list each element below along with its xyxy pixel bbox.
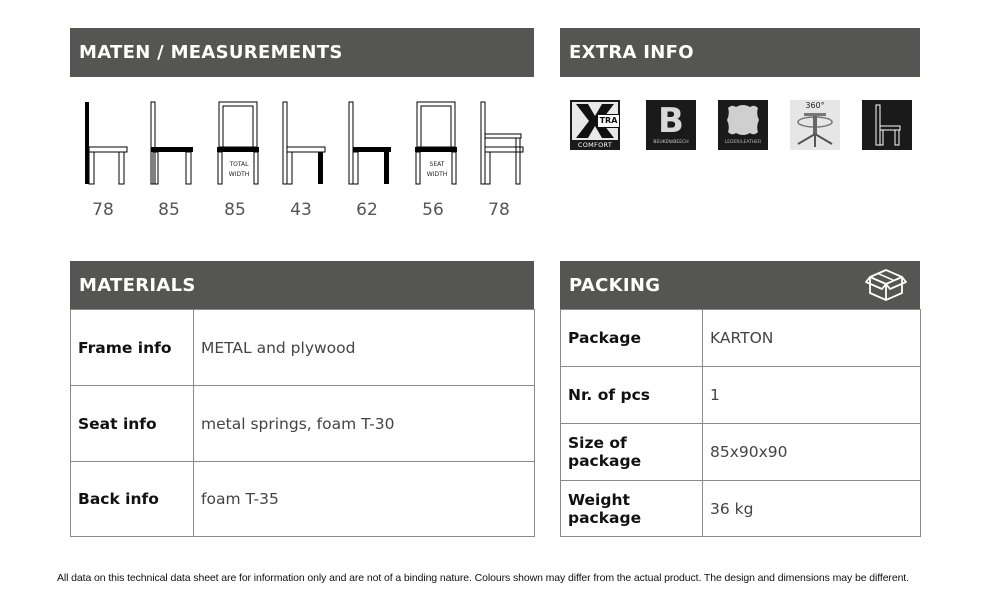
measurements-header bbox=[70, 28, 534, 77]
materials-table bbox=[70, 309, 535, 537]
measurement-icons bbox=[70, 98, 534, 188]
table-row bbox=[561, 481, 921, 537]
total-width-label: TOTAL WIDTH bbox=[228, 161, 250, 178]
packing-label: Size of package bbox=[561, 424, 703, 481]
packing-label: Package bbox=[561, 310, 703, 367]
beech-letter: B bbox=[658, 101, 684, 141]
extra-info-icons bbox=[560, 100, 920, 152]
swivel-360-icon bbox=[790, 100, 840, 150]
measurement-value: 43 bbox=[290, 200, 312, 220]
measurement-value: 62 bbox=[356, 200, 378, 220]
packing-value: KARTON bbox=[703, 310, 921, 367]
chair-seat-depth-icon bbox=[148, 100, 198, 186]
leather-caption: LEDER/LEATHER bbox=[724, 140, 762, 145]
measurement-value: 85 bbox=[224, 200, 246, 220]
packing-value: 1 bbox=[703, 367, 921, 424]
materials-header bbox=[70, 261, 534, 309]
table-row bbox=[71, 462, 535, 537]
packing-title: PACKING bbox=[569, 274, 661, 296]
materials-title: MATERIALS bbox=[79, 274, 196, 296]
chair-depth-icon bbox=[346, 100, 396, 186]
measurement-value: 78 bbox=[488, 200, 510, 220]
materials-value: foam T-35 bbox=[194, 462, 535, 537]
swivel-caption: 360° bbox=[805, 101, 825, 110]
materials-label: Back info bbox=[71, 462, 194, 537]
comfort-label: COMFORT bbox=[577, 141, 613, 149]
packing-table bbox=[560, 309, 921, 537]
materials-value: metal springs, foam T-30 bbox=[194, 386, 535, 462]
measurement-value: 85 bbox=[158, 200, 180, 220]
materials-label: Seat info bbox=[71, 386, 194, 462]
packing-value: 85x90x90 bbox=[703, 424, 921, 481]
extra-info-header bbox=[560, 28, 920, 77]
xtra-label: TRA bbox=[597, 114, 620, 128]
chair-silhouette-icon bbox=[862, 100, 912, 150]
measurement-value: 56 bbox=[422, 200, 444, 220]
materials-label: Frame info bbox=[71, 310, 194, 386]
package-box-icon bbox=[864, 266, 908, 304]
table-row bbox=[71, 310, 535, 386]
table-row bbox=[561, 310, 921, 367]
chair-armrest-height-icon bbox=[478, 100, 528, 186]
materials-value: METAL and plywood bbox=[194, 310, 535, 386]
beech-caption: BEUKEN/BEECH bbox=[653, 140, 689, 145]
measurements-title: MATEN / MEASUREMENTS bbox=[79, 42, 343, 63]
chair-seat-height-icon bbox=[280, 100, 330, 186]
measurement-values bbox=[70, 200, 534, 224]
chair-total-height-icon bbox=[82, 100, 132, 186]
seat-width-label: SEAT WIDTH bbox=[426, 161, 448, 178]
packing-label: Weight package bbox=[561, 481, 703, 537]
footer-disclaimer: All data on this technical data sheet are for information only and are not of a binding nature. Colours shown may differ from the actual product. The design and dimensions may be different. bbox=[57, 572, 909, 584]
extra-info-title: EXTRA INFO bbox=[569, 42, 694, 63]
packing-value: 36 kg bbox=[703, 481, 921, 537]
beech-wood-icon bbox=[646, 100, 696, 150]
packing-header bbox=[560, 261, 920, 309]
leather-icon bbox=[718, 100, 768, 150]
table-row bbox=[561, 424, 921, 481]
xtra-comfort-icon bbox=[570, 100, 620, 150]
table-row bbox=[561, 367, 921, 424]
measurement-value: 78 bbox=[92, 200, 114, 220]
packing-label: Nr. of pcs bbox=[561, 367, 703, 424]
table-row bbox=[71, 386, 535, 462]
